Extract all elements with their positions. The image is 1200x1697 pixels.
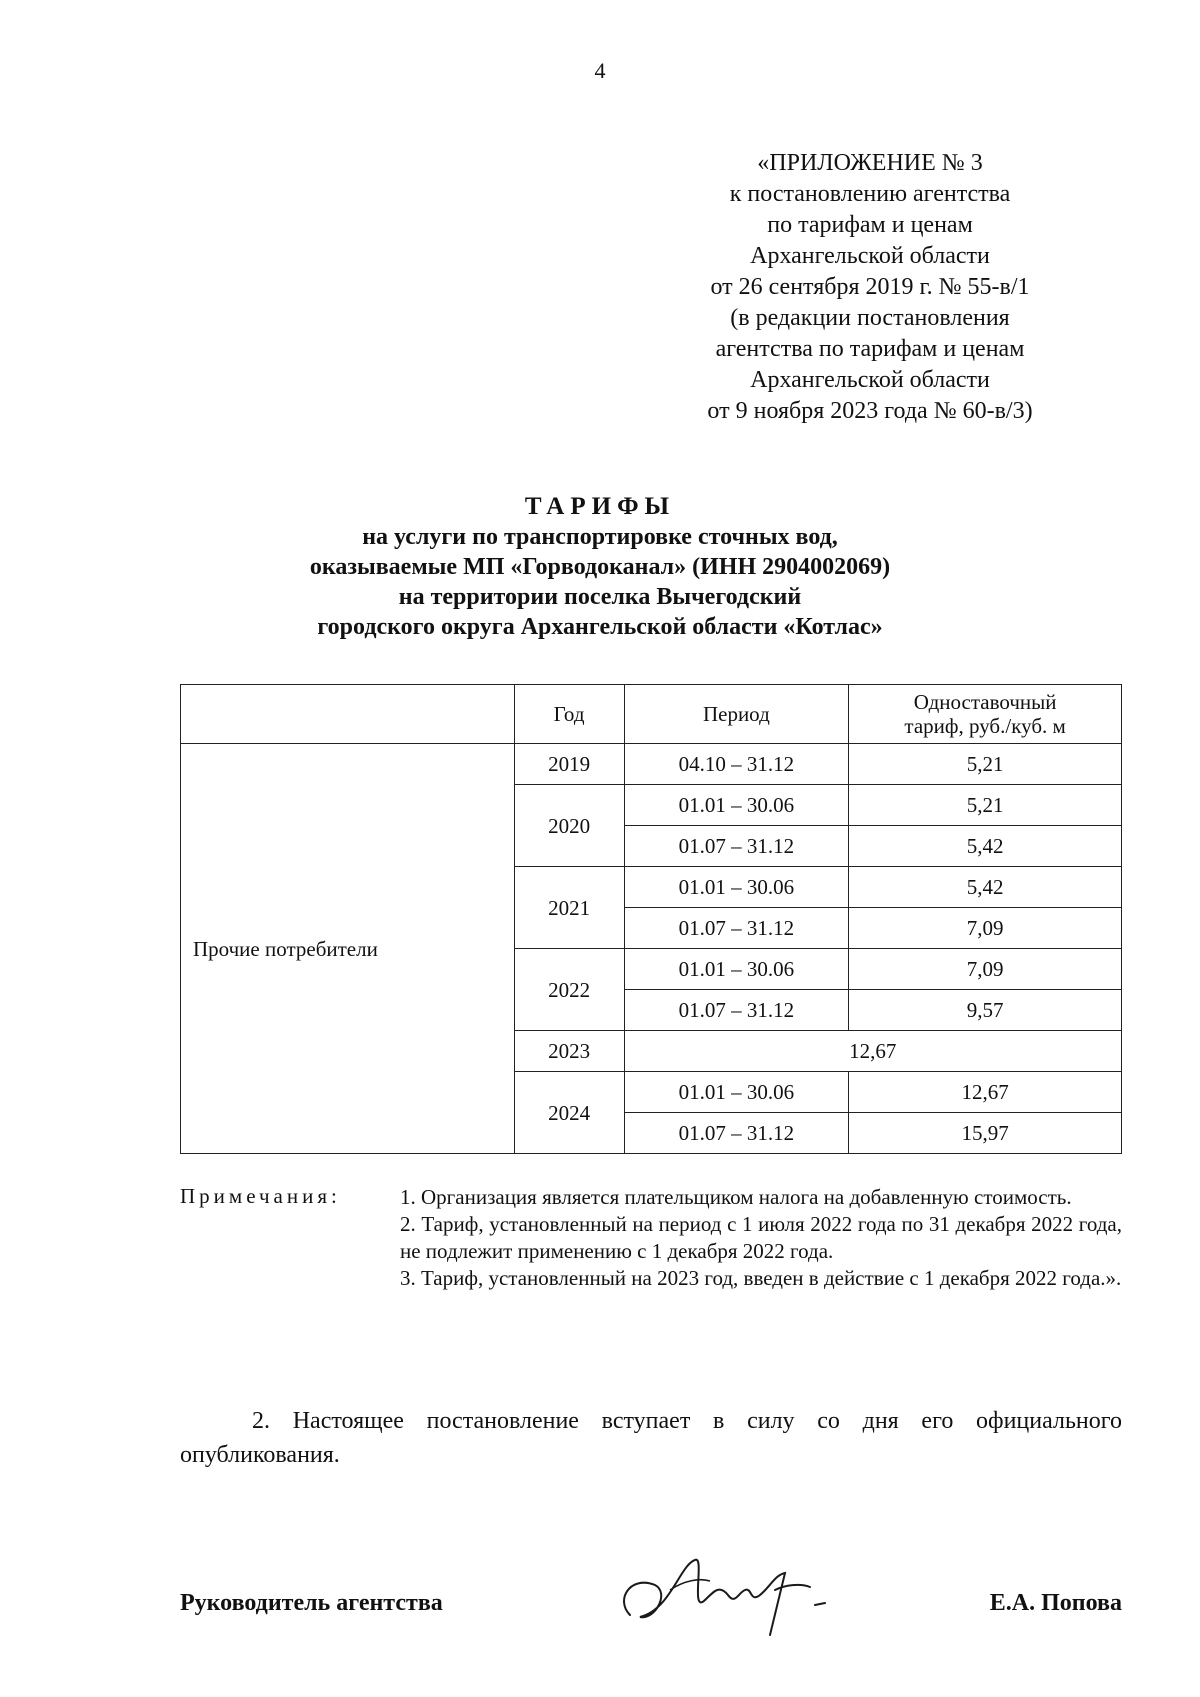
period-cell: 04.10 – 31.12 xyxy=(624,744,849,785)
note-item: 1. Организация является плательщиком налога на добавленную стоимость. xyxy=(400,1185,1072,1209)
year-cell: 2019 xyxy=(514,744,624,785)
header-tariff-line: тариф, руб./куб. м xyxy=(904,714,1066,738)
appendix-line: по тарифам и ценам xyxy=(767,212,973,238)
title-line: на услуги по транспортировке сточных вод, xyxy=(362,524,838,550)
year-cell: 2021 xyxy=(514,867,624,949)
appendix-line: «ПРИЛОЖЕНИЕ № 3 xyxy=(757,150,983,176)
page-number: 4 xyxy=(594,58,606,83)
effective-date-paragraph: 2. Настоящее постановление вступает в силу со дня его официального опубликования. xyxy=(180,1408,1122,1468)
table-row xyxy=(181,744,1122,785)
tariff-cell: 12,67 xyxy=(624,1031,1122,1072)
title-line: на территории поселка Вычегодский xyxy=(398,584,802,610)
appendix-line: Архангельской области xyxy=(750,367,990,393)
signatory-name: Е.А. Попова xyxy=(989,1590,1122,1616)
period-cell: 01.01 – 30.06 xyxy=(624,1072,849,1113)
tariff-cell: 5,21 xyxy=(849,785,1122,826)
period-cell: 01.07 – 31.12 xyxy=(624,826,849,867)
appendix-line: агентства по тарифам и ценам xyxy=(715,336,1025,362)
appendix-line: Архангельской области xyxy=(750,243,990,269)
period-cell: 01.01 – 30.06 xyxy=(624,949,849,990)
period-cell: 01.07 – 31.12 xyxy=(624,908,849,949)
year-cell: 2022 xyxy=(514,949,624,1031)
table-header-row xyxy=(181,685,1122,744)
header-consumer xyxy=(181,685,515,744)
tariff-cell: 12,67 xyxy=(849,1072,1122,1113)
note-item: 2. Тариф, установленный на период с 1 июля 2022 года по 31 декабря 2022 года, не подлежит применению с 1 декабря 2022 года. xyxy=(400,1212,1122,1263)
tariff-cell: 5,42 xyxy=(849,826,1122,867)
consumer-cell: Прочие потребители xyxy=(181,744,515,1154)
header-year: Год xyxy=(514,685,624,744)
period-cell: 01.07 – 31.12 xyxy=(624,990,849,1031)
title-line: городского округа Архангельской области «Котлас» xyxy=(317,614,883,640)
header-period: Период xyxy=(624,685,849,744)
tariff-cell: 15,97 xyxy=(849,1113,1122,1154)
document-title xyxy=(180,492,1020,642)
header-tariff-line: Одноставочный xyxy=(913,690,1057,714)
header-tariff xyxy=(849,685,1122,744)
tariff-cell: 7,09 xyxy=(849,908,1122,949)
period-cell: 01.01 – 30.06 xyxy=(624,867,849,908)
tariff-cell: 5,21 xyxy=(849,744,1122,785)
note-item: 3. Тариф, установленный на 2023 год, введен в действие с 1 декабря 2022 года.». xyxy=(400,1266,1122,1290)
year-cell: 2020 xyxy=(514,785,624,867)
tariff-cell: 5,42 xyxy=(849,867,1122,908)
appendix-line: от 9 ноября 2023 года № 60-в/3) xyxy=(707,398,1033,424)
title-line: оказываемые МП «Горводоканал» (ИНН 2904002069) xyxy=(309,554,891,580)
appendix-line: (в редакции постановления xyxy=(730,305,1010,331)
notes-list xyxy=(400,1184,1122,1292)
notes-label: Примечания: xyxy=(180,1184,341,1208)
appendix-line: от 26 сентября 2019 г. № 55-в/1 xyxy=(710,274,1030,300)
period-cell: 01.07 – 31.12 xyxy=(624,1113,849,1154)
year-cell: 2023 xyxy=(514,1031,624,1072)
tariff-cell: 9,57 xyxy=(849,990,1122,1031)
tariff-cell: 7,09 xyxy=(849,949,1122,990)
year-cell: 2024 xyxy=(514,1072,624,1154)
period-cell: 01.01 – 30.06 xyxy=(624,785,849,826)
title-main: ТАРИФЫ xyxy=(524,493,676,520)
handwritten-signature xyxy=(610,1545,840,1640)
signatory-position: Руководитель агентства xyxy=(180,1590,443,1616)
appendix-line: к постановлению агентства xyxy=(729,181,1011,207)
tariff-table xyxy=(180,684,1122,1154)
appendix-header xyxy=(650,148,1090,427)
